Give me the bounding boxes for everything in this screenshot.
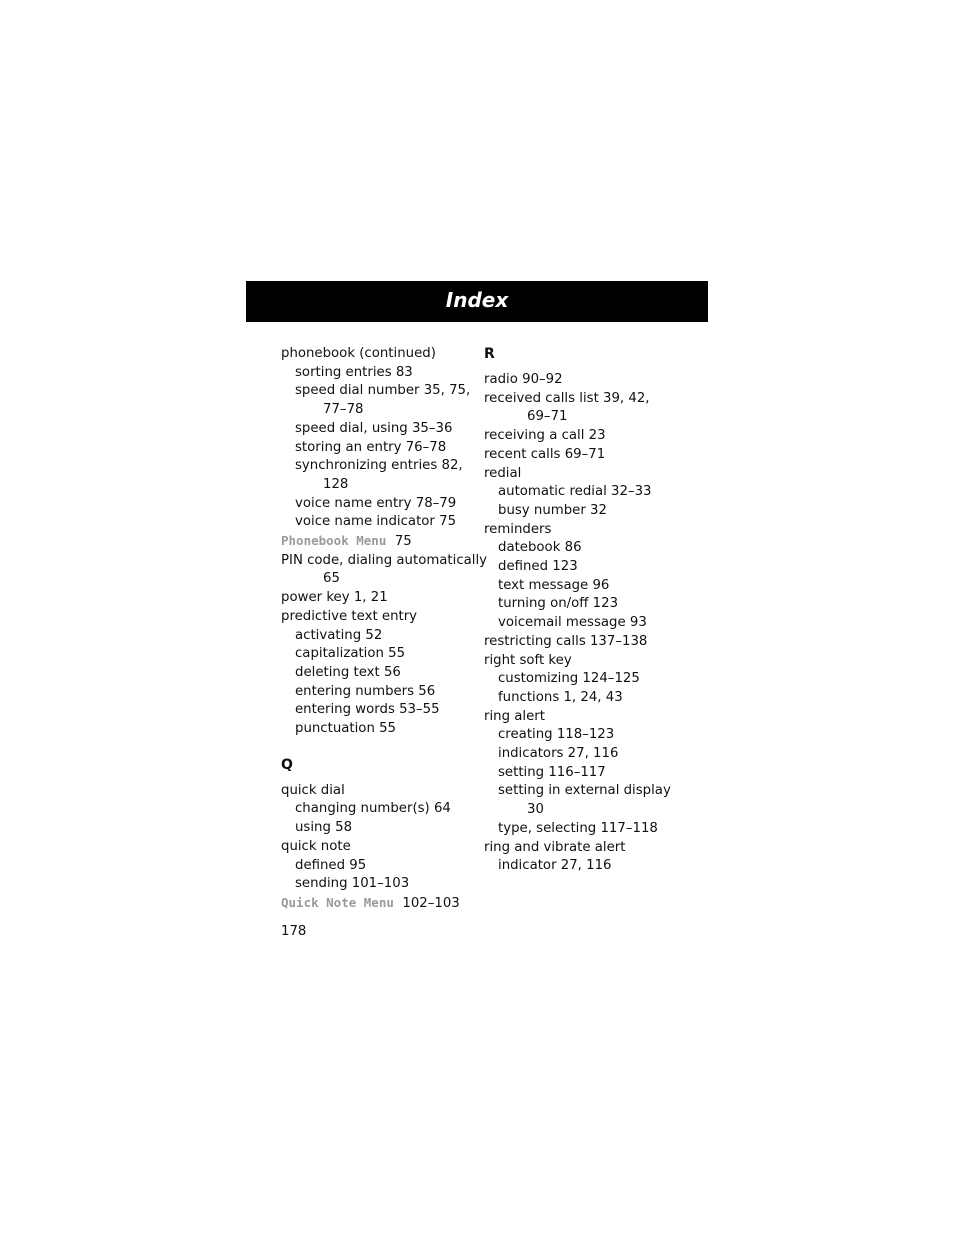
index-entry: predictive text entry: [281, 608, 418, 624]
index-entry: quick dial: [281, 782, 345, 798]
index-subentry: setting in external display: [498, 783, 671, 799]
index-subentry: type, selecting 117–118: [498, 820, 658, 836]
index-entry: redial: [484, 465, 522, 481]
index-header-bar: [246, 281, 708, 322]
index-group-r: [484, 371, 684, 876]
index-entry: ring and vibrate alert: [484, 839, 626, 855]
index-left-column: [281, 345, 488, 914]
index-entry: radio 90–92: [484, 372, 563, 387]
index-entry: right soft key: [484, 652, 572, 668]
index-subentry: indicator 27, 116: [498, 858, 612, 874]
menu-name: Quick Note Menu: [281, 894, 394, 910]
index-entry-continuation: 128: [323, 476, 349, 492]
index-subentry: entering words 53–55: [295, 702, 440, 718]
index-subentry: indicators 27, 116: [498, 746, 619, 762]
section-letter-q: Q: [281, 756, 293, 773]
index-subentry: customizing 124–125: [498, 671, 640, 687]
index-subentry: creating 118–123: [498, 727, 615, 743]
section-letter-r: R: [484, 346, 495, 362]
index-entry: quick note: [281, 838, 351, 854]
page-title: Index: [445, 288, 509, 312]
index-subentry: voicemail message 93: [498, 615, 647, 631]
index-subentry: activating 52: [295, 627, 383, 643]
index-subentry: punctuation 55: [295, 721, 397, 737]
index-subentry: setting 116–117: [498, 764, 606, 780]
index-entry: recent calls 69–71: [484, 446, 606, 462]
index-subentry: turning on/off 123: [498, 596, 619, 612]
index-group-p: [281, 552, 488, 739]
index-entry-continuation: 30: [527, 802, 544, 818]
index-subentry: storing an entry 76–78: [295, 439, 447, 455]
index-entry: receiving a call 23: [484, 428, 606, 444]
index-subentry: speed dial number 35, 75,: [295, 383, 471, 399]
index-subentry: sorting entries 83: [295, 364, 413, 380]
index-subentry: deleting text 56: [295, 664, 401, 680]
index-entry-phonebook-menu: [281, 532, 466, 552]
page-number: 178: [281, 924, 307, 939]
index-subentry: busy number 32: [498, 502, 607, 518]
index-entry: ring alert: [484, 708, 545, 724]
index-entry-continuation: 69–71: [527, 409, 568, 425]
index-right-column: [484, 345, 684, 876]
index-subentry: speed dial, using 35–36: [295, 420, 453, 436]
index-group-phonebook: [281, 345, 471, 532]
index-entry-continuation: 77–78: [323, 402, 364, 418]
index-subentry: text message 96: [498, 577, 610, 593]
index-entry: phonebook (continued): [281, 346, 436, 361]
index-subentry: changing number(s) 64: [295, 801, 451, 817]
index-subentry: automatic redial 32–33: [498, 484, 652, 500]
index-subentry: entering numbers 56: [295, 683, 436, 699]
page-ref: 75: [394, 534, 412, 550]
index-subentry: datebook 86: [498, 540, 582, 556]
index-entry: reminders: [484, 521, 552, 537]
index-subentry: sending 101–103: [295, 876, 410, 892]
index-entry-continuation: 65: [323, 571, 340, 587]
index-entry: power key 1, 21: [281, 590, 388, 606]
index-entry: PIN code, dialing automatically: [281, 552, 488, 568]
index-group-q: [281, 782, 466, 894]
index-subentry: defined 123: [498, 559, 578, 575]
index-entry-quick-note-menu: [281, 894, 466, 914]
page-ref: 102–103: [402, 895, 460, 911]
index-entry: restricting calls 137–138: [484, 633, 648, 649]
menu-name: Phonebook Menu: [281, 533, 387, 549]
index-subentry: synchronizing entries 82,: [295, 458, 463, 474]
index-subentry: defined 95: [295, 857, 367, 873]
index-subentry: voice name entry 78–79: [295, 495, 457, 511]
index-subentry: functions 1, 24, 43: [498, 689, 623, 705]
index-subentry: capitalization 55: [295, 646, 406, 662]
index-entry: received calls list 39, 42,: [484, 390, 650, 406]
index-subentry: using 58: [295, 820, 353, 836]
index-subentry: voice name indicator 75: [295, 514, 457, 530]
